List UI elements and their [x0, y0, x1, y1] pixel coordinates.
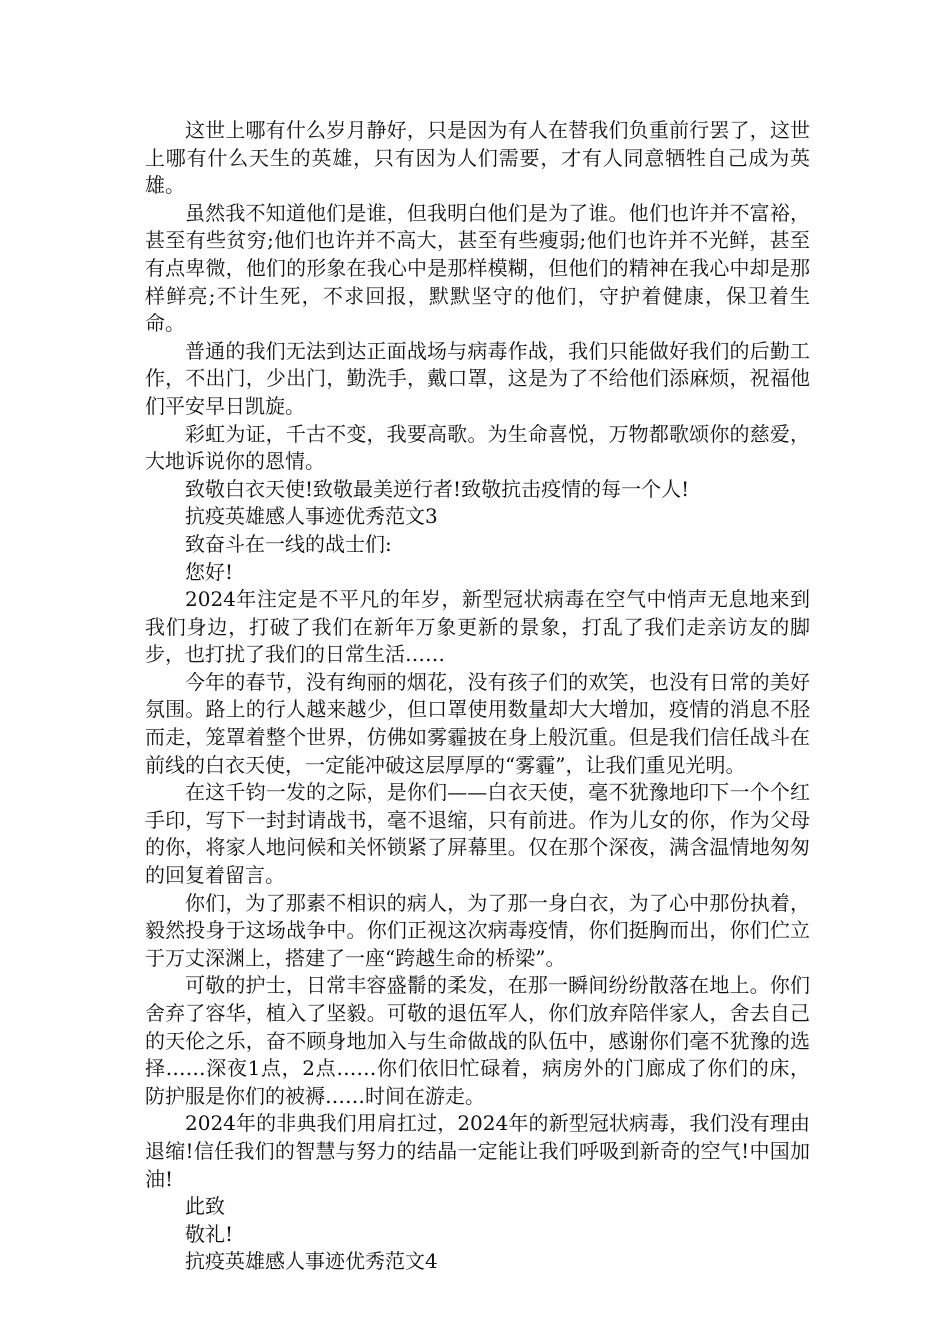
paragraph: 普通的我们无法到达正面战场与病毒作战，我们只能做好我们的后勤工作，不出门，少出门，勤洗手，戴口罩，这是为了不给他们添麻烦，祝福他们平安早日凯旋。 [145, 338, 810, 418]
paragraph: 这世上哪有什么岁月静好，只是因为有人在替我们负重前行罢了，这世上哪有什么天生的英雄，只有因为人们需要，才有人同意牺牲自己成为英雄。 [145, 118, 810, 198]
letter-regards: 敬礼! [185, 1221, 234, 1246]
paragraph: 彩虹为证，千古不变，我要高歌。为生命喜悦，万物都歌颂你的慈爱，大地诉说你的恩情。 [145, 421, 810, 474]
paragraph: 致敬白衣天使!致敬最美逆行者!致敬抗击疫情的每一个人! [185, 476, 690, 501]
paragraph: 2024年注定是不平凡的年岁，新型冠状病毒在空气中悄声无息地来到我们身边，打破了我们在新年万象更新的景象，打乱了我们走亲访友的脚步，也打扰了我们的日常生活…… [145, 587, 810, 667]
section-heading: 抗疫英雄感人事迹优秀范文4 [185, 1249, 438, 1274]
section-heading: 抗疫英雄感人事迹优秀范文3 [185, 504, 438, 529]
letter-closing: 此致 [185, 1194, 225, 1219]
paragraph: 虽然我不知道他们是谁，但我明白他们是为了谁。他们也许并不富裕，甚至有些贫穷;他们也许并不高大，甚至有些瘦弱;他们也许并不光鲜，甚至有点卑微，他们的形象在我心中是那样模糊，但他们的精神在我心中却是那样鲜亮;不计生死，不求回报，默默坚守的他们，守护着健康，保卫着生命。 [145, 200, 810, 336]
paragraph: 今年的春节，没有绚丽的烟花，没有孩子们的欢笑，也没有日常的美好氛围。路上的行人越来越少，但口罩使用数量却大大增加，疫情的消息不胫而走，笼罩着整个世界，仿佛如雾霾披在身上般沉重。但是我们信任战斗在前线的白衣天使，一定能冲破这层厚厚的“雾霾”，让我们重见光明。 [145, 669, 810, 777]
paragraph: 2024年的非典我们用肩扛过，2024年的新型冠状病毒，我们没有理由退缩!信任我们的智慧与努力的结晶一定能让我们呼吸到新奇的空气!中国加油! [145, 1111, 810, 1191]
paragraph: 可敬的护士，日常丰容盛鬋的柔发，在那一瞬间纷纷散落在地上。你们舍弃了容华，植入了坚毅。可敬的退伍军人，你们放弃陪伴家人，舍去自己的天伦之乐，奋不顾身地加入与生命做战的队伍中，感谢你们毫不犹豫的选择……深夜1点，2点……你们依旧忙碌着，病房外的门廊成了你们的床，防护服是你们的被褥……时间在游走。 [145, 973, 810, 1108]
paragraph: 你们，为了那素不相识的病人，为了那一身白衣，为了心中那份执着，毅然投身于这场战争中。你们正视这次病毒疫情，你们挺胸而出，你们伫立于万丈深渊上，搭建了一座“跨越生命的桥梁”。 [145, 890, 810, 970]
document-body [145, 117, 810, 1276]
letter-greeting: 您好! [185, 559, 234, 584]
paragraph: 在这千钧一发的之际，是你们——白衣天使，毫不犹豫地印下一个个红手印，写下一封封请战书，毫不退缩，只有前进。作为儿女的你，作为父母的你，将家人地问候和关怀锁紧了屏幕里。仅在那个深夜，满含温情地匆匆的回复着留言。 [145, 780, 810, 888]
letter-salutation: 致奋斗在一线的战士们: [185, 531, 392, 556]
